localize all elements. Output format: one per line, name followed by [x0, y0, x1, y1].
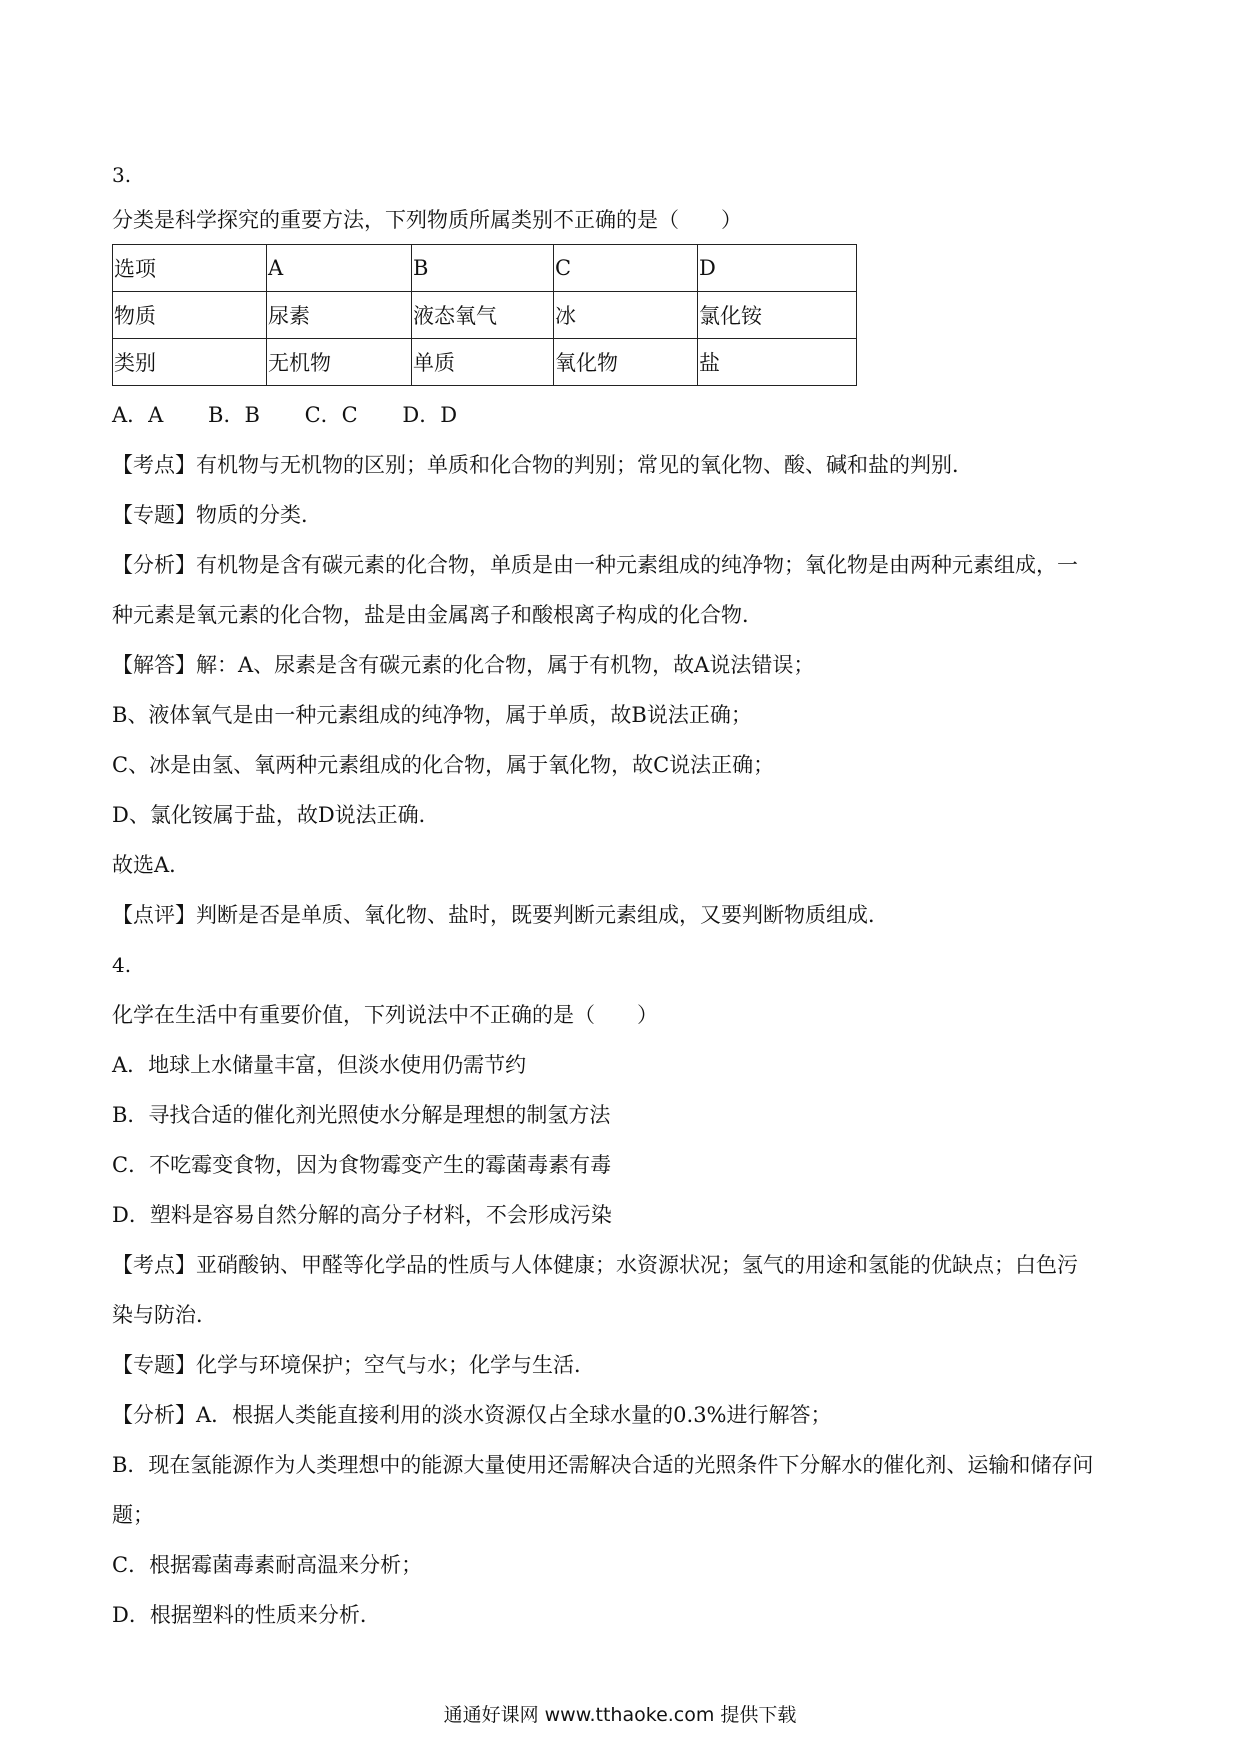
table-row: [113, 245, 857, 292]
question-3-number: 3.: [112, 163, 132, 187]
q4-option-b: B．寻找合适的催化剂光照使水分解是理想的制氢方法: [112, 1103, 611, 1127]
table-cell: 氯化铵: [698, 292, 857, 339]
table-cell: 类别: [113, 339, 267, 386]
page-footer: 通通好课网 www.tthaoke.com 提供下载: [443, 1704, 797, 1726]
q3-fenxi-line-1: 【分析】有机物是含有碳元素的化合物，单质是由一种元素组成的纯净物；氧化物是由两种元素组成，一: [112, 553, 1078, 577]
q4-fenxi-line-2: B．现在氢能源作为人类理想中的能源大量使用还需解决合适的光照条件下分解水的催化剂、运输和储存问: [112, 1453, 1094, 1477]
table-cell: 物质: [113, 292, 267, 339]
option-c: C．C: [304, 403, 358, 427]
q3-jieda-line-4: D、氯化铵属于盐，故D说法正确．: [112, 803, 440, 827]
q3-zhuanti: 【专题】物质的分类．: [112, 503, 322, 527]
q3-jieda-line-3: C、冰是由氢、氧两种元素组成的化合物，属于氧化物，故C说法正确；: [112, 753, 775, 777]
q4-fenxi-line-1: 【分析】A．根据人类能直接利用的淡水资源仅占全球水量的0.3%进行解答；: [112, 1403, 832, 1427]
table-cell: 液态氧气: [412, 292, 554, 339]
table-cell: 单质: [412, 339, 554, 386]
table-row: [113, 339, 857, 386]
q3-answer: 故选A．: [112, 853, 191, 877]
question-4-stem: 化学在生活中有重要价值，下列说法中不正确的是（ ）: [112, 1003, 658, 1027]
option-a: A．A: [112, 403, 164, 427]
table-cell: 尿素: [267, 292, 412, 339]
q3-jieda-line-1: 【解答】解：A、尿素是含有碳元素的化合物，属于有机物，故A说法错误；: [112, 653, 815, 677]
table-cell: 盐: [698, 339, 857, 386]
q4-zhuanti: 【专题】化学与环境保护；空气与水；化学与生活．: [112, 1353, 595, 1377]
table-cell: A: [267, 245, 412, 292]
table-row: [113, 292, 857, 339]
table-cell: 无机物: [267, 339, 412, 386]
question-3-options: [112, 400, 1142, 430]
table-cell: 冰: [554, 292, 698, 339]
table-cell: D: [698, 245, 857, 292]
q4-option-a: A．地球上水储量丰富，但淡水使用仍需节约: [112, 1053, 527, 1077]
question-3-stem: 分类是科学探究的重要方法，下列物质所属类别不正确的是（ ）: [112, 208, 742, 232]
q3-dianping: 【点评】判断是否是单质、氧化物、盐时，既要判断元素组成，又要判断物质组成．: [112, 903, 889, 927]
q4-fenxi-line-3: 题；: [112, 1503, 154, 1527]
table-cell: 氧化物: [554, 339, 698, 386]
q3-fenxi-line-2: 种元素是氧元素的化合物，盐是由金属离子和酸根离子构成的化合物．: [112, 603, 763, 627]
table-cell: C: [554, 245, 698, 292]
q4-option-d: D．塑料是容易自然分解的高分子材料，不会形成污染: [112, 1203, 612, 1227]
option-d: D．D: [402, 403, 458, 427]
q4-fenxi-line-4: C．根据霉菌毒素耐高温来分析；: [112, 1553, 423, 1577]
classification-table: [112, 244, 857, 386]
question-4-number: 4.: [112, 953, 132, 977]
table-cell: B: [412, 245, 554, 292]
q3-kaodian: 【考点】有机物与无机物的区别；单质和化合物的判别；常见的氧化物、酸、碱和盐的判别．: [112, 453, 973, 477]
q4-fenxi-line-5: D．根据塑料的性质来分析．: [112, 1603, 381, 1627]
table-cell: 选项: [113, 245, 267, 292]
q4-kaodian-line-1: 【考点】亚硝酸钠、甲醛等化学品的性质与人体健康；水资源状况；氢气的用途和氢能的优缺点；白色污: [112, 1253, 1078, 1277]
option-b: B．B: [208, 403, 260, 427]
q4-option-c: C．不吃霉变食物，因为食物霉变产生的霉菌毒素有毒: [112, 1153, 612, 1177]
q4-kaodian-line-2: 染与防治．: [112, 1303, 217, 1327]
q3-jieda-line-2: B、液体氧气是由一种元素组成的纯净物，属于单质，故B说法正确；: [112, 703, 752, 727]
